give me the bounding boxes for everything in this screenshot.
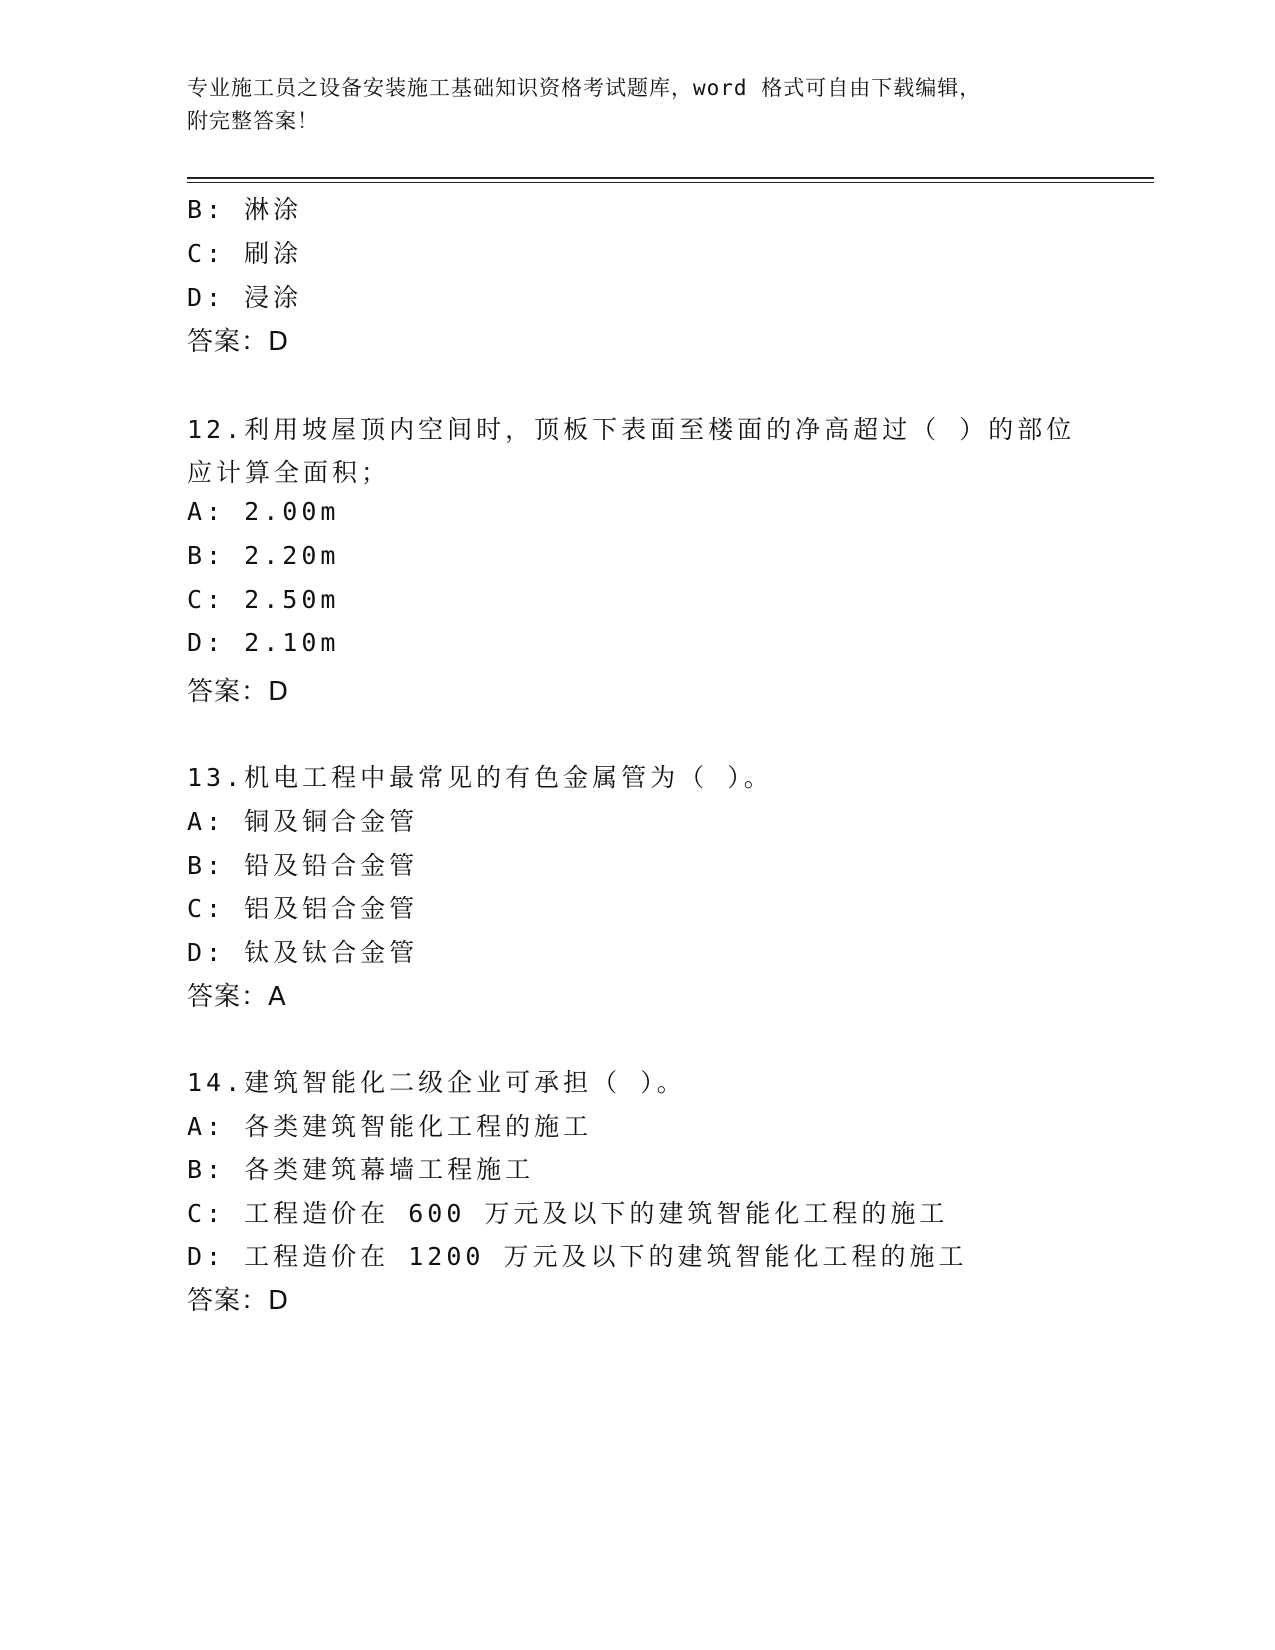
- option-d: [187, 933, 418, 969]
- option-text: 铜及铜合金管: [244, 807, 419, 836]
- option-text: 浸涂: [244, 283, 303, 312]
- header-divider-thin: [187, 182, 1154, 183]
- option-d: [187, 1237, 967, 1273]
- option-b: [187, 541, 339, 570]
- option-letter: C:: [187, 239, 226, 268]
- answer-line: 答案：A: [187, 982, 287, 1012]
- document-header: [187, 72, 1067, 138]
- question-12-stem-line-2: 应计算全面积；: [187, 458, 391, 487]
- option-letter: C:: [187, 1199, 226, 1228]
- option-b: [187, 846, 418, 882]
- question-13-stem: 13.机电工程中最常见的有色金属管为（ ）。: [187, 763, 773, 792]
- answer-line: 答案：D: [187, 327, 290, 357]
- option-text: 各类建筑幕墙工程施工: [244, 1155, 535, 1184]
- option-d: [187, 628, 339, 657]
- option-letter: A:: [187, 497, 226, 526]
- option-text: 铅及铅合金管: [244, 851, 419, 880]
- option-letter: B:: [187, 1155, 226, 1184]
- option-b: [187, 190, 302, 226]
- option-letter: A:: [187, 807, 226, 836]
- option-letter: D:: [187, 628, 226, 657]
- option-text: 刷涂: [244, 239, 303, 268]
- option-a: [187, 497, 339, 526]
- option-letter: A:: [187, 1112, 226, 1141]
- option-letter: B:: [187, 851, 226, 880]
- header-divider-thick: [187, 177, 1154, 179]
- option-d: [187, 278, 302, 314]
- option-letter: B:: [187, 541, 226, 570]
- option-a: [187, 802, 418, 838]
- answer-line: 答案：D: [187, 1286, 290, 1316]
- option-text: 淋涂: [244, 195, 303, 224]
- option-c: [187, 585, 339, 614]
- question-12-stem-line-1: 12.利用坡屋顶内空间时，顶板下表面至楼面的净高超过（ ）的部位: [187, 415, 1076, 444]
- header-line-1: 专业施工员之设备安装施工基础知识资格考试题库，word 格式可自由下载编辑，: [187, 76, 982, 100]
- option-text: 工程造价在 1200 万元及以下的建筑智能化工程的施工: [244, 1242, 968, 1271]
- option-c: [187, 234, 302, 270]
- option-letter: D:: [187, 938, 226, 967]
- option-letter: D:: [187, 1242, 226, 1271]
- option-letter: C:: [187, 894, 226, 923]
- option-c: [187, 889, 418, 925]
- option-a: [187, 1107, 592, 1143]
- option-text: 2.10m: [244, 628, 340, 657]
- option-letter: C:: [187, 585, 226, 614]
- option-text: 工程造价在 600 万元及以下的建筑智能化工程的施工: [244, 1199, 949, 1228]
- question-14-stem: 14.建筑智能化二级企业可承担（ ）。: [187, 1068, 686, 1097]
- header-line-2: 附完整答案！: [187, 109, 319, 133]
- option-c: [187, 1194, 948, 1230]
- option-letter: B:: [187, 195, 226, 224]
- option-text: 2.50m: [244, 585, 340, 614]
- answer-line: 答案：D: [187, 677, 290, 707]
- option-text: 钛及钛合金管: [244, 938, 419, 967]
- option-text: 铝及铝合金管: [244, 894, 419, 923]
- option-text: 2.00m: [244, 497, 340, 526]
- option-text: 各类建筑智能化工程的施工: [244, 1112, 593, 1141]
- option-b: [187, 1150, 534, 1186]
- option-text: 2.20m: [244, 541, 340, 570]
- option-letter: D:: [187, 283, 226, 312]
